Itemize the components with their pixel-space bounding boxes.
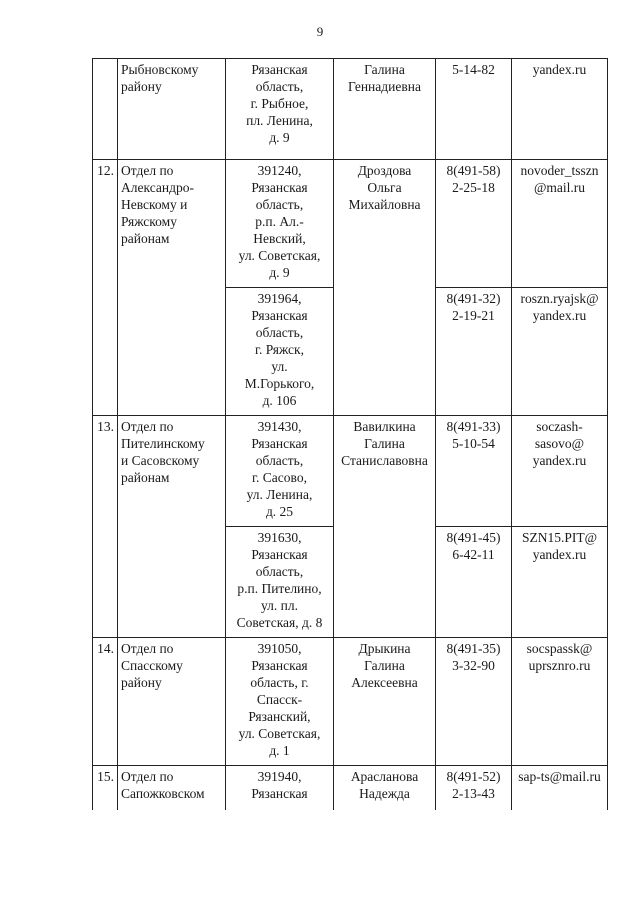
department-line: Пителинскому bbox=[121, 436, 205, 451]
address-line: р.п. Пителино, bbox=[237, 581, 322, 596]
email-cell bbox=[512, 527, 608, 638]
phone-line: 8(491-33) bbox=[446, 419, 501, 434]
phone-line: 5-10-54 bbox=[452, 436, 495, 451]
department-line: и Сасовскому bbox=[121, 453, 200, 468]
table-row bbox=[93, 59, 608, 160]
name-line: Галина bbox=[364, 658, 405, 673]
address-line: д. 106 bbox=[262, 393, 297, 408]
contact-name-cell bbox=[334, 766, 436, 811]
table-row bbox=[93, 638, 608, 766]
address-cell bbox=[226, 638, 334, 766]
email-line: socspassk@ bbox=[526, 641, 593, 656]
row-number: 15. bbox=[93, 766, 118, 811]
row-number: 12. bbox=[93, 160, 118, 416]
name-line: Вавилкина bbox=[353, 419, 416, 434]
address-line: Советская, д. 8 bbox=[236, 615, 323, 630]
department-line: районам bbox=[121, 231, 170, 246]
address-line: область, bbox=[255, 564, 304, 579]
phone-line: 8(491-35) bbox=[446, 641, 501, 656]
department-cell bbox=[118, 638, 226, 766]
address-line: ул. Советская, bbox=[238, 726, 321, 741]
email-line: roszn.ryajsk@ bbox=[520, 291, 599, 306]
address-line: 391964, bbox=[257, 291, 302, 306]
address-line: д. 9 bbox=[269, 130, 290, 145]
address-line: ул. Ленина, bbox=[246, 487, 313, 502]
address-line: область, bbox=[255, 79, 304, 94]
address-line: 391630, bbox=[257, 530, 302, 545]
address-line: Рязанская bbox=[251, 547, 308, 562]
address-line: Рязанская bbox=[251, 436, 308, 451]
contacts-table bbox=[92, 58, 608, 810]
phone-line: 8(491-52) bbox=[446, 769, 501, 784]
contact-name-cell bbox=[334, 638, 436, 766]
address-line: Рязанская bbox=[251, 786, 308, 801]
phone-line: 5-14-82 bbox=[452, 62, 495, 77]
address-line: Рязанская bbox=[251, 180, 308, 195]
address-line: Рязанская bbox=[251, 62, 308, 77]
department-line: Отдел по bbox=[121, 641, 174, 656]
phone-line: 3-32-90 bbox=[452, 658, 495, 673]
address-line: пл. Ленина, bbox=[246, 113, 313, 128]
phone-line: 6-42-11 bbox=[452, 547, 495, 562]
phone-cell bbox=[436, 416, 512, 527]
phone-cell bbox=[436, 638, 512, 766]
phone-line: 2-13-43 bbox=[452, 786, 495, 801]
address-line: г. Сасово, bbox=[252, 470, 307, 485]
department-cell bbox=[118, 766, 226, 811]
email-line: soczash- bbox=[536, 419, 583, 434]
email-cell bbox=[512, 160, 608, 288]
phone-cell bbox=[436, 766, 512, 811]
address-line: 391940, bbox=[257, 769, 302, 784]
address-cell bbox=[226, 288, 334, 416]
department-cell bbox=[118, 160, 226, 416]
email-cell bbox=[512, 288, 608, 416]
department-line: Отдел по bbox=[121, 419, 174, 434]
address-line: д. 1 bbox=[269, 743, 290, 758]
phone-cell bbox=[436, 288, 512, 416]
email-line: yandex.ru bbox=[532, 547, 587, 562]
email-line: @mail.ru bbox=[533, 180, 586, 195]
address-line: М.Горького, bbox=[244, 376, 315, 391]
name-line: Дроздова bbox=[357, 163, 412, 178]
address-line: ул. Советская, bbox=[238, 248, 321, 263]
email-cell bbox=[512, 59, 608, 160]
department-cell bbox=[118, 416, 226, 638]
address-line: д. 25 bbox=[265, 504, 294, 519]
email-line: novoder_tsszn bbox=[520, 163, 599, 178]
address-line: область, г. bbox=[250, 675, 309, 690]
address-line: Рязанская bbox=[251, 658, 308, 673]
address-line: 391240, bbox=[257, 163, 302, 178]
department-cell bbox=[118, 59, 226, 160]
address-line: Рязанская bbox=[251, 308, 308, 323]
table-row bbox=[93, 416, 608, 527]
phone-line: 8(491-45) bbox=[446, 530, 501, 545]
phone-line: 2-25-18 bbox=[452, 180, 495, 195]
name-line: Михайловна bbox=[348, 197, 421, 212]
name-line: Дрыкина bbox=[358, 641, 411, 656]
address-line: Рязанский, bbox=[248, 709, 311, 724]
email-line: sap-ts@mail.ru bbox=[518, 769, 601, 784]
name-line: Ольга bbox=[367, 180, 402, 195]
department-line: Отдел по bbox=[121, 163, 174, 178]
address-cell bbox=[226, 416, 334, 527]
name-line: Галина bbox=[364, 436, 405, 451]
address-cell bbox=[226, 766, 334, 811]
email-cell bbox=[512, 416, 608, 527]
address-line: р.п. Ал.- bbox=[255, 214, 304, 229]
address-line: ул. bbox=[271, 359, 288, 374]
name-line: Алексеевна bbox=[351, 675, 418, 690]
address-line: область, bbox=[255, 197, 304, 212]
phone-line: 8(491-32) bbox=[446, 291, 501, 306]
page-number: 9 bbox=[316, 24, 324, 39]
table-row bbox=[93, 766, 608, 811]
department-line: Ряжскому bbox=[121, 214, 177, 229]
department-line: районам bbox=[121, 470, 170, 485]
address-line: д. 9 bbox=[269, 265, 290, 280]
department-line: Рыбновскому bbox=[121, 62, 199, 77]
address-cell bbox=[226, 160, 334, 288]
name-line: Надежда bbox=[359, 786, 410, 801]
address-cell bbox=[226, 59, 334, 160]
contact-name-cell bbox=[334, 160, 436, 416]
address-line: 391050, bbox=[257, 641, 302, 656]
address-line: область, bbox=[255, 453, 304, 468]
address-cell bbox=[226, 527, 334, 638]
address-line: ул. пл. bbox=[261, 598, 298, 613]
contact-name-cell bbox=[334, 59, 436, 160]
address-line: 391430, bbox=[257, 419, 302, 434]
row-number: 14. bbox=[93, 638, 118, 766]
name-line: Арасланова bbox=[350, 769, 419, 784]
phone-cell bbox=[436, 59, 512, 160]
phone-cell bbox=[436, 160, 512, 288]
email-line: sasovo@ bbox=[534, 436, 585, 451]
email-line: uprsznro.ru bbox=[528, 658, 591, 673]
name-line: Галина bbox=[364, 62, 405, 77]
phone-line: 2-19-21 bbox=[452, 308, 495, 323]
department-line: Александро- bbox=[121, 180, 194, 195]
email-line: yandex.ru bbox=[532, 453, 587, 468]
phone-line: 8(491-58) bbox=[446, 163, 501, 178]
department-line: Невскому и bbox=[121, 197, 188, 212]
email-line: SZN15.PIT@ bbox=[521, 530, 598, 545]
department-line: району bbox=[121, 675, 162, 690]
address-line: г. Ряжск, bbox=[255, 342, 304, 357]
email-line: yandex.ru bbox=[532, 308, 587, 323]
email-cell bbox=[512, 638, 608, 766]
name-line: Станиславовна bbox=[341, 453, 428, 468]
table-row bbox=[93, 160, 608, 288]
address-line: область, bbox=[255, 325, 304, 340]
department-line: Сапожковском bbox=[121, 786, 205, 801]
row-number: 13. bbox=[93, 416, 118, 638]
name-line: Геннадиевна bbox=[348, 79, 421, 94]
contact-name-cell bbox=[334, 416, 436, 638]
address-line: Спасск- bbox=[256, 692, 303, 707]
row-number bbox=[93, 59, 118, 160]
address-line: Невский, bbox=[253, 231, 306, 246]
department-line: Отдел по bbox=[121, 769, 174, 784]
phone-cell bbox=[436, 527, 512, 638]
department-line: Спасскому bbox=[121, 658, 183, 673]
address-line: г. Рыбное, bbox=[250, 96, 309, 111]
department-line: району bbox=[121, 79, 162, 94]
email-cell bbox=[512, 766, 608, 811]
email-line: yandex.ru bbox=[532, 62, 587, 77]
